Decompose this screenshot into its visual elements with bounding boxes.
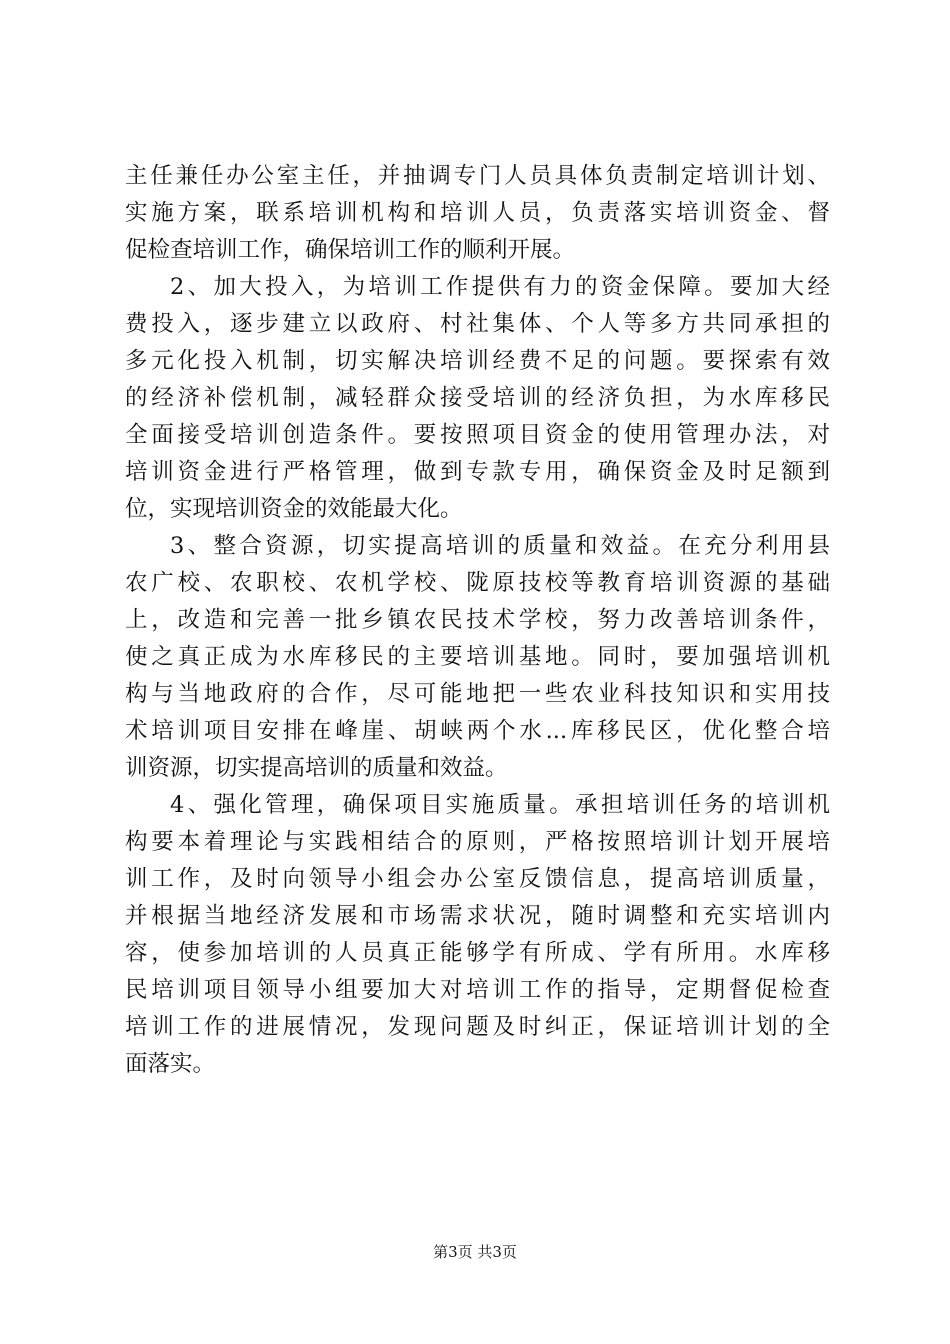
paragraph-4-heading-line: 4、强化管理，确保项目实施质量。承担培训任务的培训机 <box>170 792 830 818</box>
text-line: 构与当地政府的合作，尽可能地把一些农业科技知识和实用技 <box>125 681 830 707</box>
text-line: 使之真正成为水库移民的主要培训基地。同时，要加强培训机 <box>125 644 830 670</box>
text-line: 面落实。 <box>125 1051 216 1077</box>
paragraph-3-heading-line: 3、整合资源，切实提高培训的质量和效益。在充分利用县 <box>170 533 830 559</box>
text-line: 主任兼任办公室主任，并抽调专门人员具体负责制定培训计划、 <box>125 163 830 189</box>
page-number-footer: 第3页 共3页 <box>433 1243 517 1261</box>
text-line: 并根据当地经济发展和市场需求状况，随时调整和充实培训内 <box>125 903 830 929</box>
document-body <box>125 158 830 1083</box>
text-line: 多元化投入机制，切实解决培训经费不足的问题。要探索有效 <box>125 348 830 374</box>
text-line: 训工作，及时向领导小组会办公室反馈信息，提高培训质量， <box>125 866 830 892</box>
text-line: 培训工作的进展情况，发现问题及时纠正，保证培训计划的全 <box>125 1014 830 1040</box>
text-line: 民培训项目领导小组要加大对培训工作的指导，定期督促检查 <box>125 977 830 1003</box>
paragraph-2-heading-line: 2、加大投入，为培训工作提供有力的资金保障。要加大经 <box>170 274 830 300</box>
text-line: 容，使参加培训的人员真正能够学有所成、学有所用。水库移 <box>125 940 830 966</box>
text-line: 培训资金进行严格管理，做到专款专用，确保资金及时足额到 <box>125 459 830 485</box>
text-line: 全面接受培训创造条件。要按照项目资金的使用管理办法，对 <box>125 422 830 448</box>
text-line: 训资源，切实提高培训的质量和效益。 <box>125 755 508 781</box>
text-line: 上，改造和完善一批乡镇农民技术学校，努力改善培训条件， <box>125 607 830 633</box>
text-line: 农广校、农职校、农机学校、陇原技校等教育培训资源的基础 <box>125 570 830 596</box>
text-line: 的经济补偿机制，减轻群众接受培训的经济负担，为水库移民 <box>125 385 830 411</box>
text-line: 促检查培训工作，确保培训工作的顺利开展。 <box>125 237 576 263</box>
text-line: 实施方案，联系培训机构和培训人员，负责落实培训资金、督 <box>125 200 830 226</box>
text-line: 费投入，逐步建立以政府、村社集体、个人等多方共同承担的 <box>125 311 830 337</box>
text-line: 术培训项目安排在峰崖、胡峡两个水...库移民区，优化整合培 <box>125 718 830 744</box>
text-line: 位，实现培训资金的效能最大化。 <box>125 496 463 522</box>
text-line: 构要本着理论与实践相结合的原则，严格按照培训计划开展培 <box>125 829 830 855</box>
